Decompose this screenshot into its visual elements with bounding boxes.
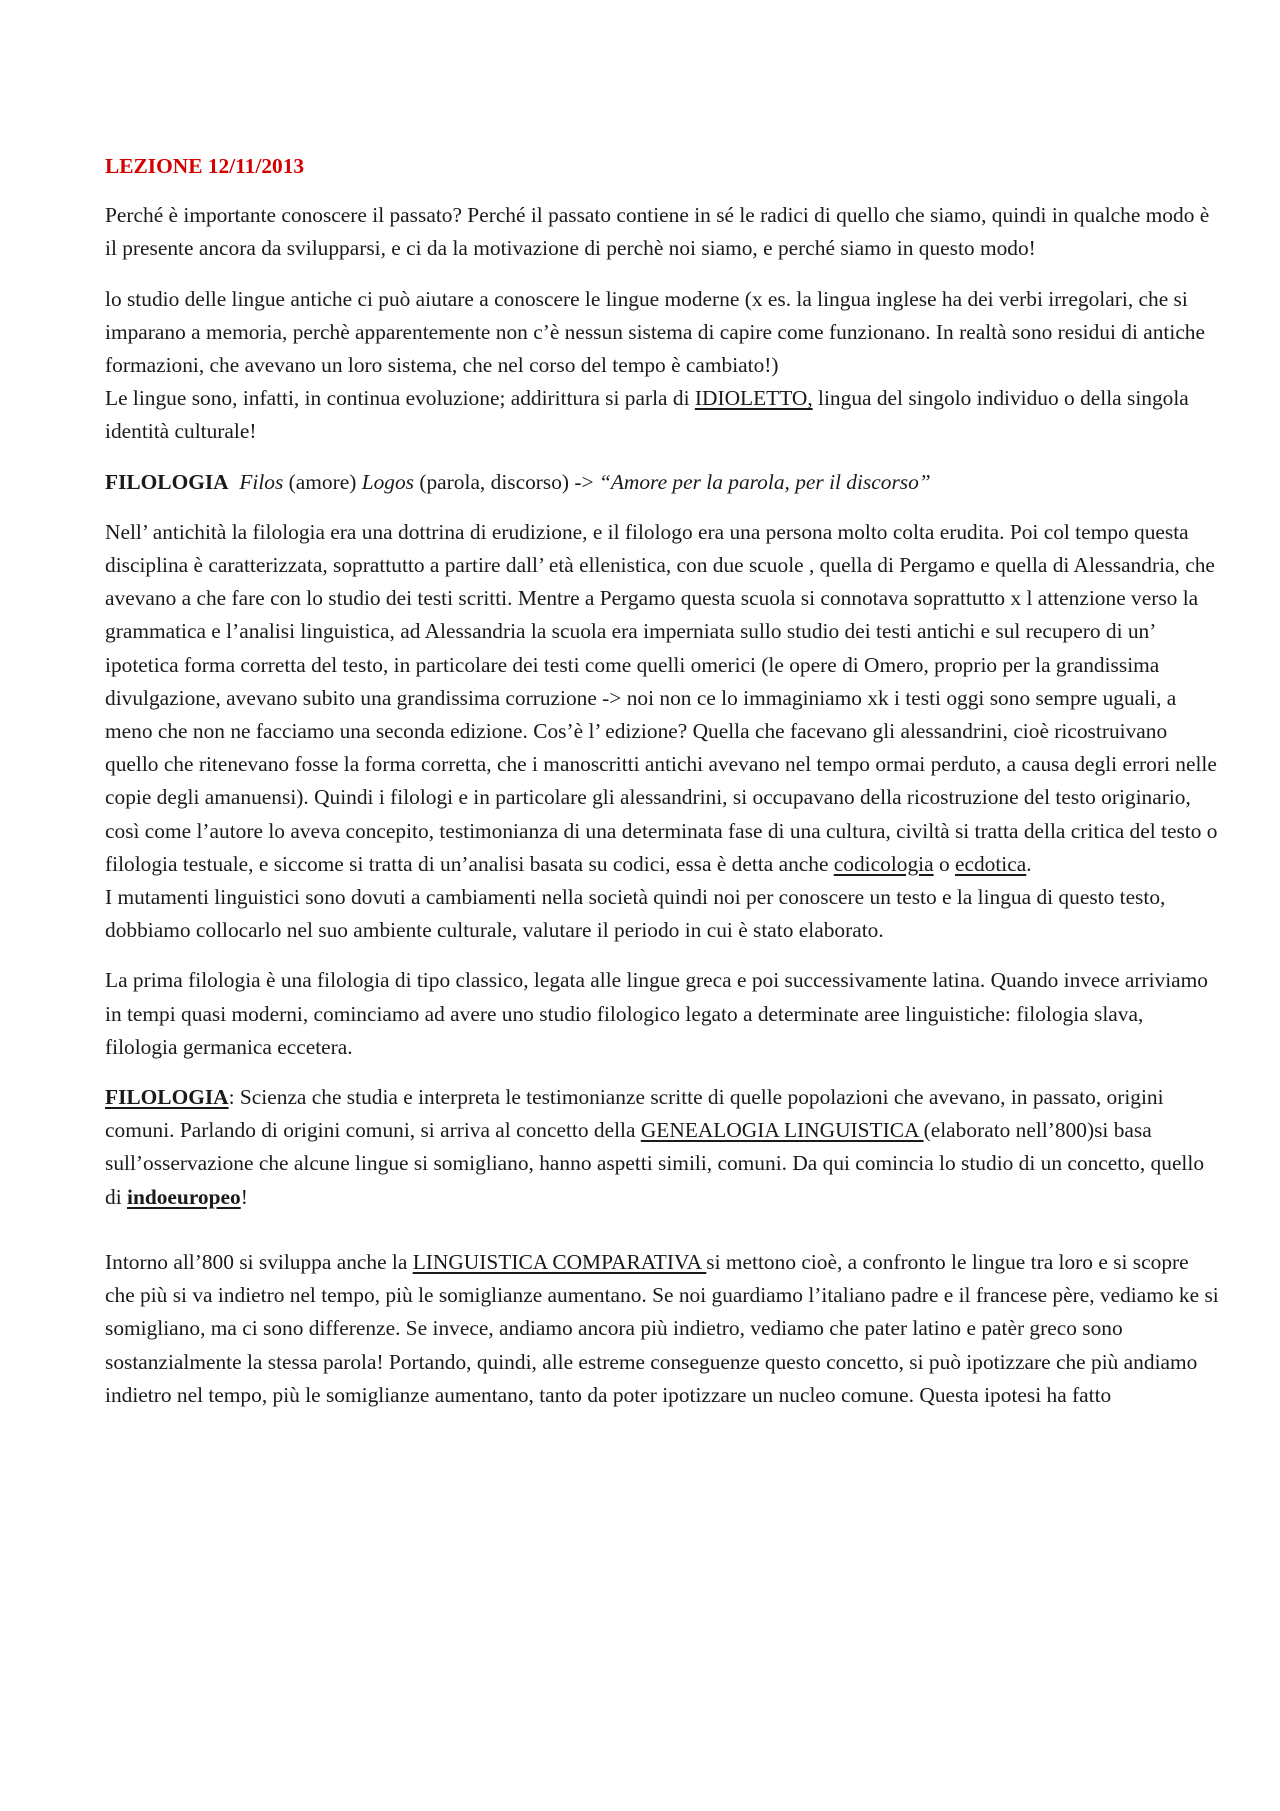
paragraph-filologia-definition bbox=[105, 1081, 1220, 1214]
comparative-pre: Intorno all’800 si sviluppa anche la bbox=[105, 1249, 413, 1274]
term-codicologia: codicologia bbox=[833, 851, 934, 876]
definition-mid: (elaborato nell’800)si basa sull’osservazione che alcune lingue si somigliano, hanno aspetti simili, comuni. Da qui comincia lo studio di un concetto, quello di bbox=[105, 1118, 1205, 1209]
paragraph-intro: Perché è importante conoscere il passato? Perché il passato contiene in sé le radici di quello che siamo, quindi in qualche modo è il presente ancora da svilupparsi, e ci da la motivazione di perchè noi siamo, e perché siamo in questo modo! bbox=[105, 203, 1210, 261]
history-end: . bbox=[1026, 851, 1032, 876]
idiolect-post: lingua del singolo individuo o della singola identità culturale! bbox=[105, 386, 1189, 444]
term-linguistica-comparativa: LINGUISTICA COMPARATIVA bbox=[412, 1249, 707, 1274]
idiolect-pre: Le lingue sono, infatti, in continua evoluzione; addirittura si parla di bbox=[105, 386, 695, 411]
heading-filologia-definition: FILOLOGIA bbox=[105, 1085, 229, 1110]
paragraph-linguistic-changes: I mutamenti linguistici sono dovuti a cambiamenti nella società quindi noi per conoscere un testo e la lingua di questo testo, dobbiamo collocarlo nel suo ambiente culturale, valutare il periodo in cui è stato elaborato. bbox=[105, 885, 1166, 943]
logos-definition: (parola, discorso) -> bbox=[414, 469, 599, 494]
document-body bbox=[105, 150, 1220, 1412]
filologia-meaning: “Amore per la parola, per il discorso” bbox=[598, 469, 931, 494]
paragraph-comparative-linguistics bbox=[105, 1246, 1220, 1412]
history-mid: o bbox=[933, 851, 955, 876]
heading-filologia: FILOLOGIA bbox=[105, 469, 229, 494]
term-ecdotica: ecdotica bbox=[954, 851, 1027, 876]
term-logos: Logos bbox=[361, 469, 415, 494]
paragraph-classical-philology: La prima filologia è una filologia di tipo classico, legata alle lingue greca e poi successivamente latina. Quando invece arriviamo in tempi quasi moderni, cominciamo ad avere uno studio filologico legato a determinate aree linguistiche: filologia slava, filologia germanica eccetera. bbox=[105, 968, 1208, 1059]
term-idioletto: IDIOLETTO, bbox=[694, 386, 813, 411]
term-genealogia-linguistica: GENEALOGIA LINGUISTICA bbox=[640, 1118, 924, 1143]
definition-end: ! bbox=[240, 1184, 248, 1209]
paragraph-filologia-etymology bbox=[105, 466, 1220, 499]
lesson-title: LEZIONE 12/11/2013 bbox=[105, 154, 305, 178]
term-filos: Filos bbox=[239, 469, 284, 494]
comparative-post: si mettono cioè, a confronto le lingue tra loro e si scopre che più si va indietro nel tempo, più le somiglianze aumentano. Se noi guardiamo l’italiano padre e il francese père, vediamo ke si somigliano, ma ci sono differenze. Se invece, andiamo ancora più indietro, vediamo che pater latino e patèr greco sono sostanzialmente la stessa parola! Portando, quindi, alle estreme conseguenze questo concetto, si può ipotizzare che più andiamo indietro nel tempo, più le somiglianze aumentano, tanto da poter ipotizzare un nucleo comune. Questa ipotesi ha fatto bbox=[105, 1249, 1219, 1407]
term-indoeuropeo: indoeuropeo bbox=[127, 1184, 241, 1209]
filos-definition: (amore) bbox=[283, 469, 362, 494]
paragraph-history bbox=[105, 516, 1220, 881]
definition-text: : Scienza che studia e interpreta le testimonianze scritte di quelle popolazioni che avevano, in passato, origini comuni. Parlando di origini comuni, si arriva al concetto della bbox=[105, 1085, 1164, 1143]
paragraph-ancient-languages: lo studio delle lingue antiche ci può aiutare a conoscere le lingue moderne (x es. la lingua inglese ha dei verbi irregolari, che si imparano a memoria, perchè apparentemente non c’è nessun sistema di capire come funzionano. In realtà sono residui di antiche formazioni, che avevano un loro sistema, che nel corso del tempo è cambiato!) bbox=[105, 286, 1205, 378]
history-text: Nell’ antichità la filologia era una dottrina di erudizione, e il filologo era una persona molto colta erudita. Poi col tempo questa disciplina è caratterizzata, soprattutto a partire dall’ età ellenistica, con due scuole , quella di Pergamo e quella di Alessandria, che avevano a che fare con lo studio dei testi scritti. Mentre a Pergamo questa scuola si connotava soprattutto x l attenzione verso la grammatica e l’analisi linguistica, ad Alessandria la scuola era imperniata sullo studio dei testi antichi e sul recupero di un’ ipotetica forma corretta del testo, in particolare dei testi come quelli omerici (le opere di Omero, proprio per la grandissima divulgazione, avevano subito una grandissima corruzione -> noi non ce lo immaginiamo xk i testi oggi sono sempre uguali, a meno che non ne facciamo una seconda edizione. Cos’è l’ edizione? Quella che facevano gli alessandrini, cioè ricostruivano quello che ritenevano fosse la forma corretta, che i manoscritti antichi avevano nel tempo ormai perduto, a causa degli errori nelle copie degli amanuensi). Quindi i filologi e in particolare gli alessandrini, si occupavano della ricostruzione del testo originario, così come l’autore lo aveva concepito, testimonianza di una determinata fase di una cultura, civiltà si tratta della critica del testo o filologia testuale, e siccome si tratta di un’analisi basata su codici, essa è detta anche bbox=[105, 519, 1218, 876]
paragraph-idiolect bbox=[105, 382, 1220, 448]
